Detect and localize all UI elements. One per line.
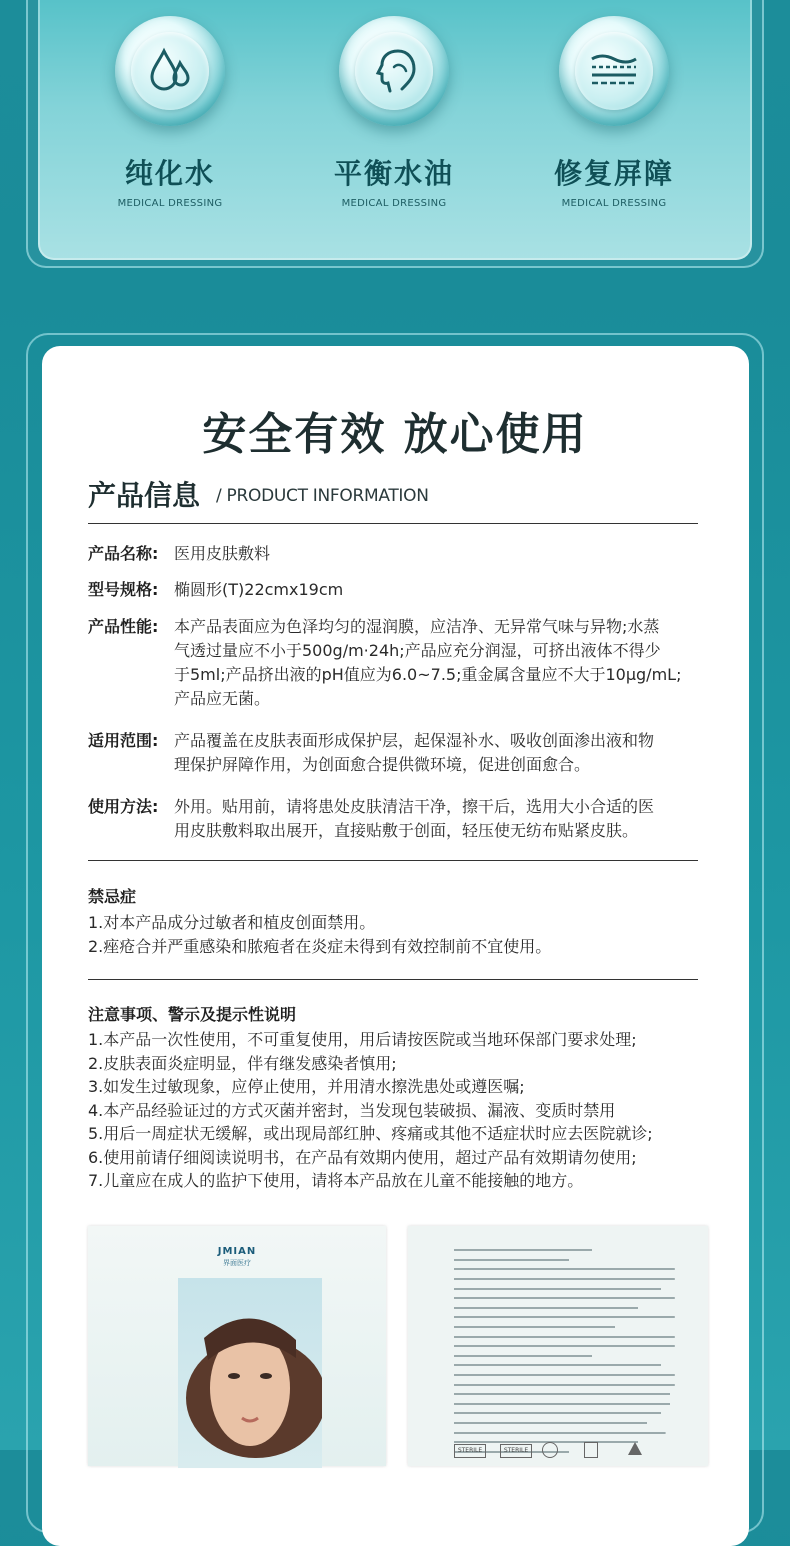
section-subtitle: / PRODUCT INFORMATION [216,486,429,506]
contraindications-list [88,911,718,958]
package-back-image [408,1226,708,1466]
row-label: 产品性能: [88,617,159,636]
warning-icon [628,1442,642,1455]
brand-logo-subtitle: 界面医疗 [223,1259,251,1267]
row-value: 外用。贴用前，请将患处皮肤清洁干净，擦干后，选用大小合适的医 [174,797,655,816]
feature-title: 修复屏障 [553,157,674,190]
feature-badge [115,16,225,126]
sterile-symbol: STERILE [500,1444,532,1458]
manual-icon [584,1442,598,1458]
list-item: 1.本产品一次性使用，不可重复使用，用后请按医院或当地环保部门要求处理; [88,1030,637,1049]
warnings-list [88,1028,718,1193]
row-value: 椭圆形(T)22cmx19cm [174,580,344,599]
do-not-reuse-icon [542,1442,558,1458]
row-value: 理保护屏障作用，为创面愈合提供微环境，促进创面愈合。 [174,755,591,774]
page-heading: 安全有效 放心使用 [202,409,588,460]
info-row-name [88,542,708,566]
section-title: 产品信息 [88,479,201,512]
feature-badge [339,16,449,126]
row-value: 气透过量应不小于500g/m·24h;产品应充分润湿，可挤出液体不得少 [174,641,661,660]
row-label: 型号规格: [88,580,159,599]
row-value: 于5ml;产品挤出液的pH值应为6.0~7.5;重金属含量应不大于10μg/mL; [174,665,682,684]
divider [88,979,698,980]
row-value: 本产品表面应为色泽均匀的湿润膜，应洁净、无异常气味与异物;水蒸 [174,617,660,636]
feature-title: 平衡水油 [333,157,454,190]
feature-badge [559,16,669,126]
list-item: 6.使用前请仔细阅读说明书，在产品有效期内使用，超过产品有效期请勿使用; [88,1147,637,1167]
row-label: 使用方法: [88,797,159,816]
water-drops-icon [144,45,196,97]
sterile-symbol: STERILE [454,1444,486,1458]
feature-repair-barrier [514,16,714,209]
feature-panel [38,0,752,260]
feature-subtitle: MEDICAL DRESSING [117,198,223,209]
info-row-spec [88,578,708,602]
package-fine-print [454,1246,684,1457]
list-item: 5.用后一周症状无缓解，或出现局部红肿、疼痛或其他不适症状时应去医院就诊; [88,1124,653,1143]
row-value: 医用皮肤敷料 [174,544,271,563]
divider [88,523,698,524]
info-row-performance [88,615,708,711]
info-row-usage [88,795,708,843]
skin-layers-icon [586,49,642,93]
contraindications-title: 禁忌症 [88,887,137,906]
feature-purified-water [70,16,270,209]
list-item: 7.儿童应在成人的监护下使用，请将本产品放在儿童不能接触的地方。 [88,1171,584,1190]
list-item: 3.如发生过敏现象，应停止使用，并用清水擦洗患处或遵医嘱; [88,1077,525,1096]
model-face-illustration [178,1278,322,1468]
list-item: 4.本产品经验证过的方式灭菌并密封，当发现包装破损、漏液、变质时禁用 [88,1100,616,1120]
info-row-scope [88,729,708,777]
list-item: 2.痤疮合并严重感染和脓疱者在炎症未得到有效控制前不宜使用。 [88,936,552,956]
list-item: 1.对本产品成分过敏者和植皮创面禁用。 [88,913,376,932]
feature-balance-oil [294,16,494,209]
warnings-title: 注意事项、警示及提示性说明 [88,1005,297,1024]
face-profile-icon [368,45,420,97]
feature-subtitle: MEDICAL DRESSING [341,198,447,209]
divider [88,860,698,861]
row-value: 产品应无菌。 [174,689,271,708]
package-front-image [88,1226,386,1466]
feature-title: 纯化水 [124,157,215,190]
list-item: 2.皮肤表面炎症明显，伴有继发感染者慎用; [88,1053,397,1073]
row-value: 产品覆盖在皮肤表面形成保护层，起保湿补水、吸收创面渗出液和物 [174,731,655,750]
row-value: 用皮肤敷料取出展开，直接贴敷于创面，轻压使无纺布贴紧皮肤。 [174,821,639,840]
feature-subtitle: MEDICAL DRESSING [561,198,667,209]
brand-logo: JMIAN [217,1246,257,1257]
row-label: 产品名称: [88,544,159,563]
row-label: 适用范围: [88,731,159,750]
model-photo [178,1278,322,1468]
